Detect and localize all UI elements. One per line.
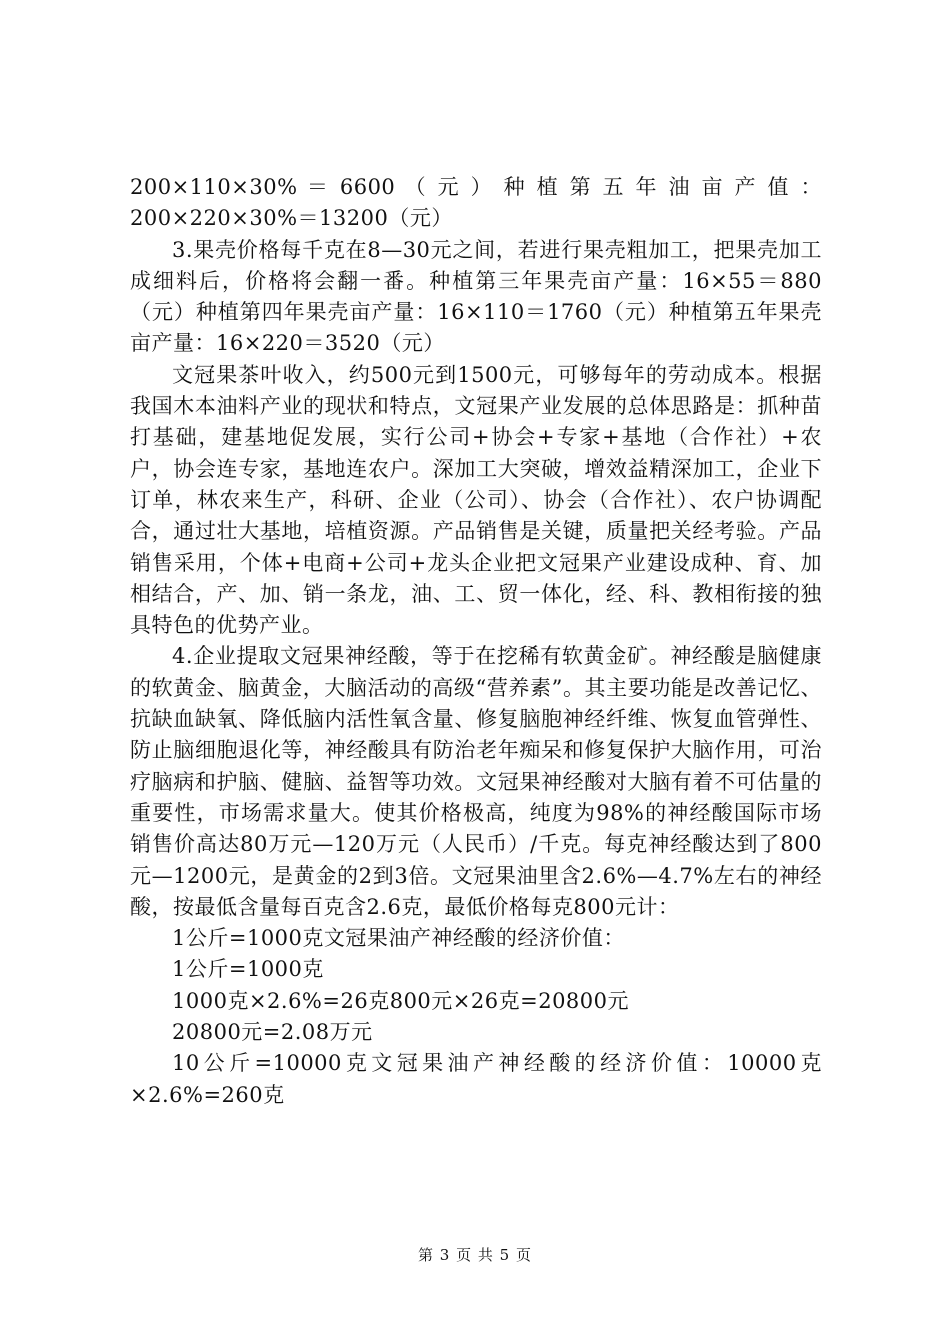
paragraph-calc-wan: 20800元=2.08万元 <box>172 1020 373 1045</box>
page-footer: 第 3 页 共 5 页 <box>418 1246 532 1264</box>
paragraph-fruit-shell-price: 3.果壳价格每千克在8—30元之间，若进行果壳粗加工，把果壳加工成细料后，价格将会翻一番。种植第三年果壳亩产量：16×55＝880（元）种植第四年果壳亩产量：16×110＝1760（元）种植第五年果壳亩产量：16×220＝3520（元） <box>130 237 822 356</box>
paragraph-tea-income-industry: 文冠果茶叶收入，约500元到1500元，可够每年的劳动成本。根据我国木本油料产业的现状和特点，文冠果产业发展的总体思路是：抓种苗打基础，建基地促发展，实行公司+协会+专家+基地（合作社）+农户，协会连专家，基地连农户。深加工大突破，增效益精深加工，企业下订单，林农来生产，科研、企业（公司）、协会（合作社）、农户协调配合，通过壮大基地，培植资源。产品销售是关键，质量把关经考验。产品销售采用，个体+电商+公司+龙头企业把文冠果产业建设成种、育、加相结合，产、加、销一条龙，油、工、贸一体化，经、科、教相衔接的独具特色的优势产业。 <box>130 362 822 638</box>
document-body <box>130 172 822 1111</box>
paragraph-calc-10kg: 10公斤=10000克文冠果油产神经酸的经济价值：10000克×2.6%=260克 <box>130 1051 822 1107</box>
paragraph-calc-value: 1000克×2.6%=26克800元×26克=20800元 <box>172 988 630 1013</box>
paragraph-calc-1kg-grams: 1公斤=1000克 <box>172 957 324 982</box>
paragraph-yield-calculation: 200×110×30% ＝ 6600 （ 元 ） 种 植 第 五 年 油 亩 产 值 ：200×220×30%＝13200（元） <box>130 175 822 231</box>
paragraph-calc-1kg: 1公斤=1000克文冠果油产神经酸的经济价值： <box>172 926 625 951</box>
paragraph-nervonic-acid: 4.企业提取文冠果神经酸，等于在挖稀有软黄金矿。神经酸是脑健康的软黄金、脑黄金，大脑活动的高级“营养素”。其主要功能是改善记忆、抗缺血缺氧、降低脑内活性氧含量、修复脑胞神经纤维、恢复血管弹性、防止脑细胞退化等，神经酸具有防治老年痴呆和修复保护大脑作用，可治疗脑病和护脑、健脑、益智等功效。文冠果神经酸对大脑有着不可估量的重要性，市场需求量大。使其价格极高，纯度为98%的神经酸国际市场销售价高达80万元—120万元（人民币）/千克。每克神经酸达到了800元—1200元，是黄金的2到3倍。文冠果油里含2.6%—4.7%左右的神经酸，按最低含量每百克含2.6克，最低价格每克800元计： <box>130 644 822 919</box>
